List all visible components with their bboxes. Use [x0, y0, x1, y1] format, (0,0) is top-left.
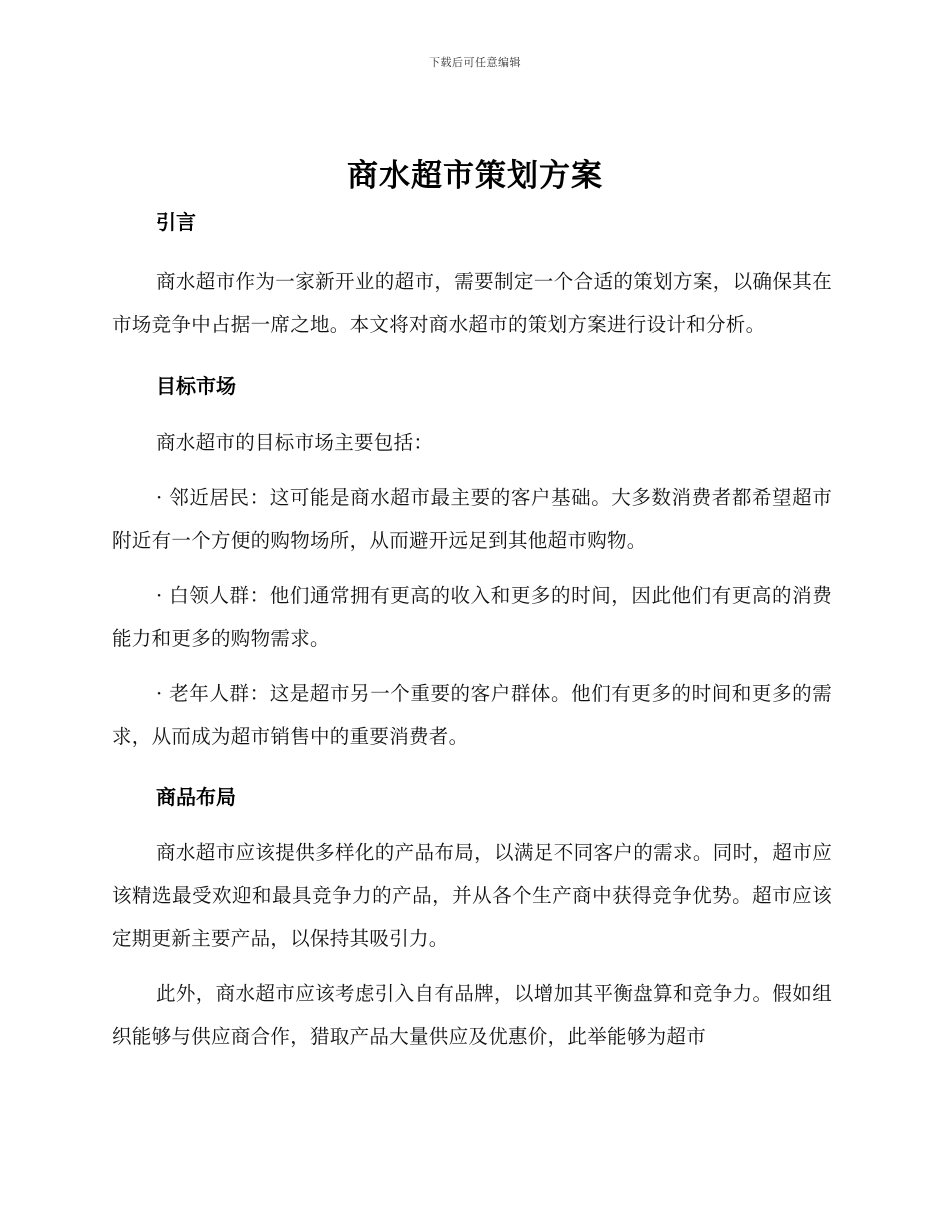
intro-paragraph: 商水超市作为一家新开业的超市，需要制定一个合适的策划方案，以确保其在市场竞争中占据一席之地。本文将对商水超市的策划方案进行设计和分析。 — [112, 270, 832, 336]
target-market-bullet-residents: · 邻近居民：这可能是商水超市最主要的客户基础。大多数消费者都希望超市附近有一个方便的购物场所，从而避开远足到其他超市购物。 — [112, 486, 832, 552]
section-heading-product-layout: 商品布局 — [156, 785, 236, 809]
document-body — [112, 196, 832, 1058]
section-heading-target-market: 目标市场 — [156, 374, 236, 398]
product-layout-paragraph-1: 商水超市应该提供多样化的产品布局，以满足不同客户的需求。同时，超市应该精选最受欢迎和最具竞争力的产品，并从各个生产商中获得竞争优势。超市应该定期更新主要产品，以保持其吸引力。 — [112, 841, 832, 950]
target-market-lead: 商水超市的目标市场主要包括： — [156, 431, 434, 454]
product-layout-paragraph-2: 此外，商水超市应该考虑引入自有品牌，以增加其平衡盘算和竞争力。假如组织能够与供应商合作，猎取产品大量供应及优惠价，此举能够为超市 — [112, 982, 832, 1048]
target-market-bullet-white-collar: · 白领人群：他们通常拥有更高的收入和更多的时间，因此他们有更高的消费能力和更多的购物需求。 — [112, 584, 832, 650]
section-heading-intro: 引言 — [156, 210, 196, 234]
target-market-bullet-elderly: · 老年人群：这是超市另一个重要的客户群体。他们有更多的时间和更多的需求，从而成为超市销售中的重要消费者。 — [112, 682, 832, 748]
document-title: 商水超市策划方案 — [347, 158, 603, 194]
header-note: 下载后可任意编辑 — [429, 56, 521, 69]
